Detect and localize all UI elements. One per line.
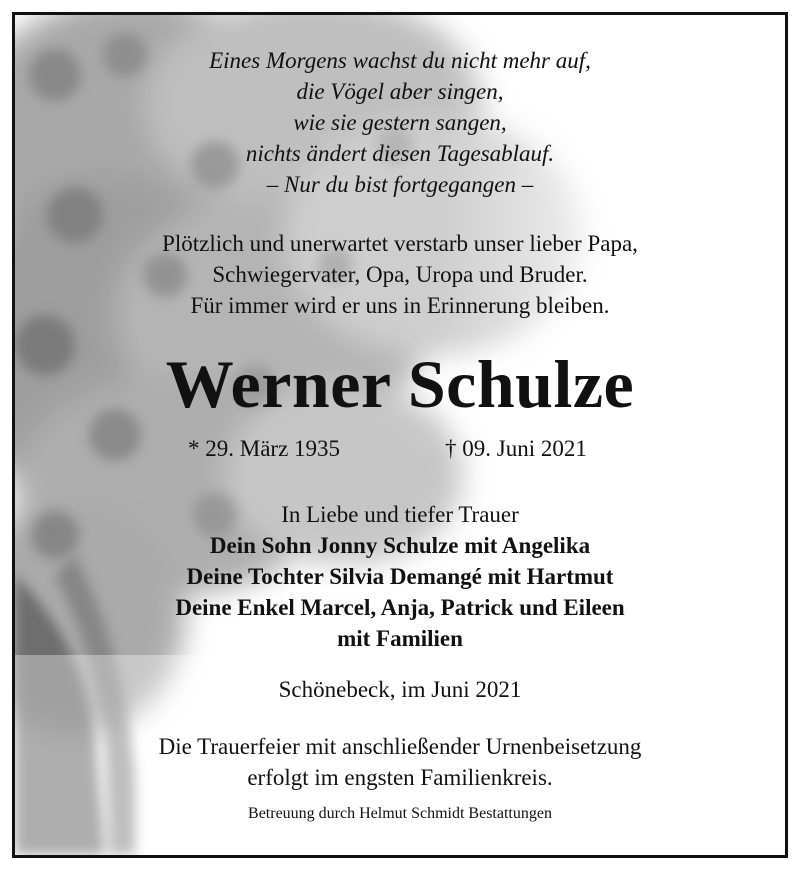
announcement-line: Für immer wird er uns in Erinnerung bleiben. [190,293,610,318]
poem-line: die Vögel aber singen, [296,79,504,104]
mourner-line: mit Familien [337,626,463,651]
obituary-frame [12,12,788,858]
poem-line: nichts ändert diesen Tagesablauf. [245,141,555,166]
undertaker-credit: Betreuung durch Helmut Schmidt Bestattungen [248,805,552,822]
birth-date: * 29. März 1935 [188,436,341,461]
announcement-line: Plötzlich und unerwartet verstarb unser lieber Papa, [162,231,638,256]
poem-line: Eines Morgens wachst du nicht mehr auf, [209,48,591,73]
mourner-line: Deine Tochter Silvia Demangé mit Hartmut [186,564,614,589]
funeral-notice [15,731,785,793]
deceased-name: Werner Schulze [165,346,635,422]
mourners-intro: In Liebe und tiefer Trauer [281,502,519,527]
death-date: † 09. Juni 2021 [445,436,587,461]
poem-line: – Nur du bist fortgegangen – [266,172,534,197]
mourner-line: Deine Enkel Marcel, Anja, Patrick und Eileen [175,595,625,620]
mourner-line: Dein Sohn Jonny Schulze mit Angelika [209,533,591,558]
poem-line: wie sie gestern sangen, [293,110,507,135]
mourners-list [15,499,785,654]
death-announcement [15,228,785,321]
place-and-date: Schönebeck, im Juni 2021 [278,677,522,702]
announcement-line: Schwiegervater, Opa, Uropa und Bruder. [212,262,588,287]
funeral-line: erfolgt im engsten Familienkreis. [247,765,553,790]
funeral-line: Die Trauerfeier mit anschließender Urnenbeisetzung [158,734,642,759]
obituary-content [15,15,785,855]
poem [15,45,785,200]
